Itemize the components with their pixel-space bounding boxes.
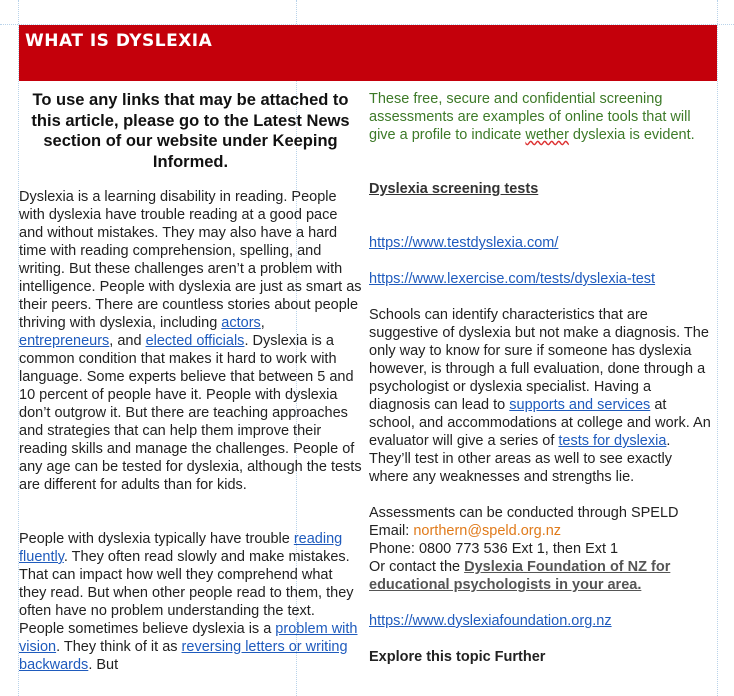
symptoms-paragraph: People with dyslexia typically have trouble reading fluently. They often read slowly and make mistakes. That can impact how well they comprehend what they read. But when other people read to them, they often have no problem understanding the text. People sometimes believe dyslexia is a problem with vision. They think of it as reversing letters or writing backwards. But bbox=[19, 531, 358, 673]
reading-fluently-link[interactable]: reading fluently bbox=[19, 531, 343, 565]
explore-heading: Explore this topic Further bbox=[369, 649, 546, 665]
links-notice: To use any links that may be attached to this article, please go to the Latest News section of our website under Keeping Informed. bbox=[31, 91, 350, 171]
dyslexia-foundation-link[interactable]: Dyslexia Foundation of NZ for educational psychologists in your area. bbox=[369, 559, 671, 593]
schools-paragraph: Schools can identify characteristics that are suggestive of dyslexia but not make a diagnosis. The only way to know for sure if someone has dyslexia however, is through a full evaluation, done through a psychologist or dyslexia specialist. Having a diagnosis can lead to supports and services at school, and accommodations at college and work. An evaluator will give a series of tests for dyslexia. They’ll test in other areas as well to see exactly where any weaknesses and strengths lie. bbox=[369, 307, 711, 485]
right-column bbox=[369, 90, 715, 666]
screening-intro: These free, secure and confidential screening assessments are examples of online tools that will give a profile to indicate wether dyslexia is evident. bbox=[369, 91, 695, 143]
email-line: Email: northern@speld.org.nz bbox=[369, 523, 562, 539]
email-address[interactable]: northern@speld.org.nz bbox=[413, 523, 562, 539]
phone-line: Phone: 0800 773 536 Ext 1, then Ext 1 bbox=[369, 541, 619, 557]
dyslexia-foundation-url[interactable]: https://www.dyslexiafoundation.org.nz bbox=[369, 613, 612, 629]
layout-guide-right bbox=[717, 0, 718, 696]
left-column bbox=[19, 90, 362, 674]
tests-for-dyslexia-link[interactable]: tests for dyslexia bbox=[558, 433, 667, 449]
elected-officials-link[interactable]: elected officials bbox=[145, 333, 245, 349]
testdyslexia-link[interactable]: https://www.testdyslexia.com/ bbox=[369, 235, 559, 251]
supports-services-link[interactable]: supports and services bbox=[509, 397, 651, 413]
entrepreneurs-link[interactable]: entrepreneurs bbox=[19, 333, 110, 349]
title-banner bbox=[19, 25, 717, 81]
lexercise-link[interactable]: https://www.lexercise.com/tests/dyslexia-test bbox=[369, 271, 656, 287]
problem-with-vision-link[interactable]: problem with vision bbox=[19, 621, 358, 655]
reversing-letters-link[interactable]: reversing letters or writing backwards bbox=[19, 639, 348, 673]
misspelled-word: wether bbox=[525, 127, 569, 143]
speld-line: Assessments can be conducted through SPELD bbox=[369, 505, 679, 521]
screening-heading: Dyslexia screening tests bbox=[369, 181, 539, 197]
contact-line: Or contact the Dyslexia Foundation of NZ for educational psychologists in your area. bbox=[369, 559, 671, 593]
banner-title: WHAT IS DYSLEXIA bbox=[25, 31, 213, 51]
intro-paragraph: Dyslexia is a learning disability in reading. People with dyslexia have trouble reading at a good pace and without mistakes. They may also have a hard time with reading comprehension, spelling, and writing. But these challenges aren’t a problem with intelligence. People with dyslexia are just as smart as their peers. There are countless stories about people thriving with dyslexia, including actors, entrepreneurs, and elected officials. Dyslexia is a common condition that makes it hard to work with language. Some experts believe that between 5 and 10 percent of people have it. People with dyslexia don’t outgrow it. But there are teaching approaches and strategies that can help them improve their reading skills and manage the challenges. People of any age can be tested for dyslexia, although the tests are different for adults than for kids. bbox=[19, 189, 362, 493]
actors-link[interactable]: actors bbox=[221, 315, 261, 331]
